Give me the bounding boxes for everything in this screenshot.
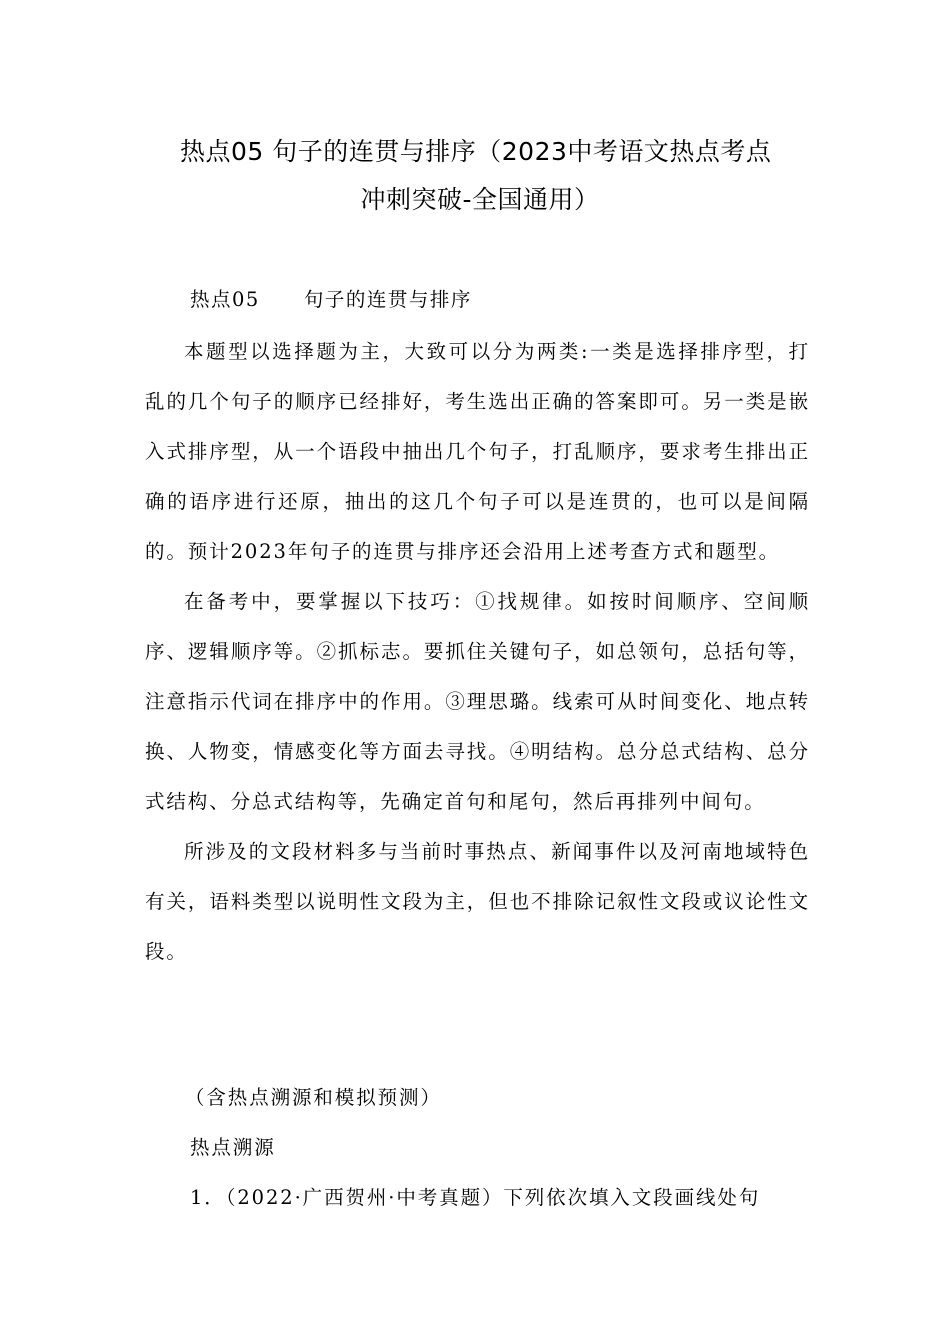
- question-1: 1．（2022·广西贺州·中考真题）下列依次填入文段画线处句: [190, 1186, 761, 1209]
- paragraph-exam-tips: 在备考中，要掌握以下技巧：①找规律。如按时间顺序、空间顺序、逻辑顺序等。②抓标志。要抓住关键句子，如总领句，总括句等，注意指示代词在排序中的作用。③理思璐。线索可从时间变化、地点转换、人物变，情感变化等方面去寻找。④明结构。总分总式结构、总分式结构、分总式结构等，先确定首句和尾句，然后再排列中间句。: [145, 590, 810, 813]
- paragraph-material-sources: 所涉及的文段材料多与当前时事热点、新闻事件以及河南地域特色有关，语料类型以说明性文段为主，但也不排除记叙性文段或议论性文段。: [145, 840, 810, 963]
- paragraph-question-types: 本题型以选择题为主，大致可以分为两类:一类是选择排序型，打乱的几个句子的顺序已经排好，考生选出正确的答案即可。另一类是嵌入式排序型，从一个语段中抽出几个句子，打乱顺序，要求考生排出正确的语序进行还原，抽出的这几个句子可以是连贯的，也可以是间隔的。预计2023年句子的连贯与排序还会沿用上述考查方式和题型。: [145, 340, 810, 563]
- body-text: [145, 327, 810, 977]
- section-label-text: 句子的连贯与排序: [303, 288, 472, 311]
- document-title-line-2: 冲刺突破-全国通用）: [360, 185, 600, 214]
- document-title-line-1: 热点05 句子的连贯与排序（2023中考语文热点考点: [180, 137, 772, 166]
- section-label-number: 热点05: [190, 288, 260, 311]
- section-label: [190, 280, 472, 320]
- subheading-hotspot-source: 热点溯源: [190, 1136, 276, 1159]
- note-line: （含热点溯源和模拟预测）: [185, 1086, 442, 1109]
